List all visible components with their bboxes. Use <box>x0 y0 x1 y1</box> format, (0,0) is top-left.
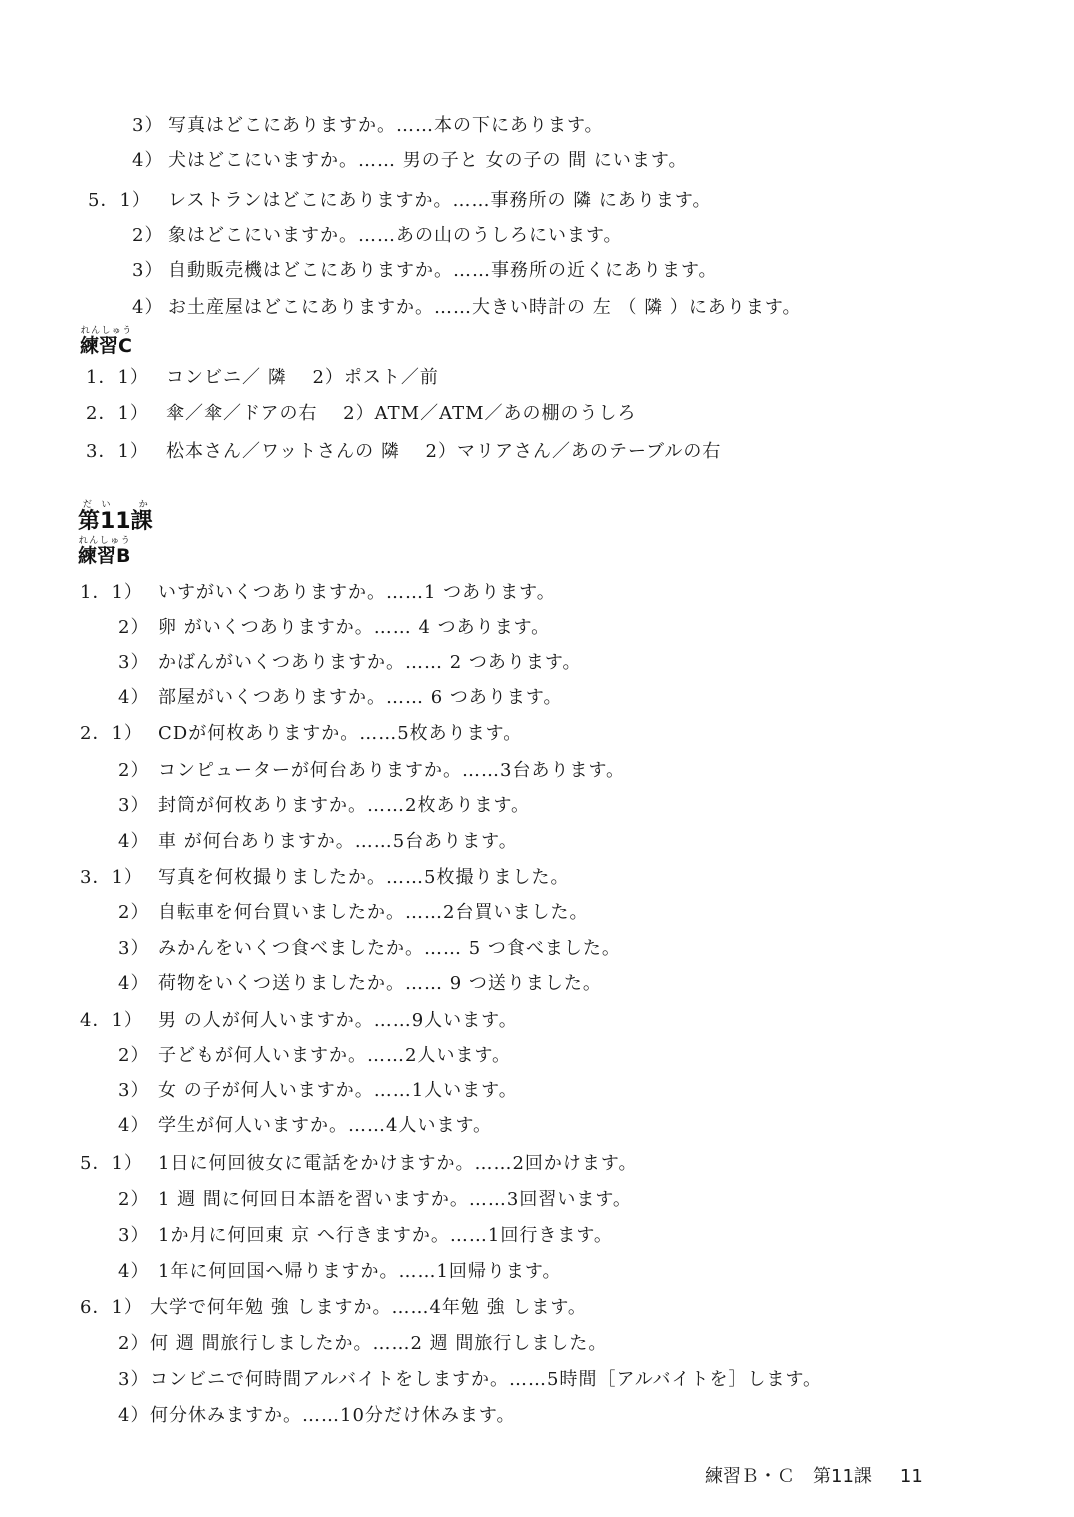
item-text: 写真はどこにありますか。……本の下にあります。 <box>168 115 604 136</box>
item-text: 部屋がいくつありますか。…… 6 つあります。 <box>158 687 563 708</box>
item-number: 4．1） <box>80 1010 143 1031</box>
heading-ruby: だい か <box>78 500 153 510</box>
footer-label: 練習Ｂ・Ｃ 第11課 <box>705 1466 872 1487</box>
item-text: 荷物をいくつ送りましたか。…… 9 つ送りました。 <box>158 973 602 994</box>
item-number: 5．1） <box>88 190 151 211</box>
heading-text: 練習C <box>80 335 132 357</box>
item-text: 学生が何人いますか。……4人います。 <box>158 1115 493 1136</box>
item-number: 4） <box>118 973 150 994</box>
item-text: いすがいくつありますか。……1 つあります。 <box>158 582 556 603</box>
item-text: 傘／傘／ドアの右 2）ATM／ATM／あの棚のうしろ <box>166 403 637 424</box>
item-text: 1年に何回国へ帰りますか。……1回帰ります。 <box>158 1261 562 1282</box>
heading-ruby: れんしゅう <box>78 536 131 546</box>
item-text: 子どもが何人いますか。……2人います。 <box>158 1045 512 1066</box>
item-number: 5．1） <box>80 1153 143 1174</box>
heading-text: 練習B <box>78 545 131 567</box>
item-text: 犬はどこにいますか。…… 男の子と 女の子の 間 にいます。 <box>168 150 688 171</box>
item-number: 2） <box>118 617 150 638</box>
item-text: 1か月に何回東 京 へ行きますか。……1回行きます。 <box>158 1225 613 1246</box>
item-text: 自動販売機はどこにありますか。……事務所の近くにあります。 <box>168 260 718 281</box>
item-text: みかんをいくつ食べましたか。…… 5 つ食べました。 <box>158 938 621 959</box>
item-number: 3） <box>118 652 150 673</box>
item-number: 6．1） <box>80 1297 143 1318</box>
item-number: 2．1） <box>80 723 143 744</box>
item-text: 男 の人が何人いますか。……9人います。 <box>158 1010 518 1031</box>
item-text: 封筒が何枚ありますか。……2枚あります。 <box>158 795 531 816</box>
item-number: 2） <box>118 760 150 781</box>
item-text: 女 の子が何人いますか。……1人います。 <box>158 1080 518 1101</box>
item-text: 1 週 間に何回日本語を習いますか。……3回習います。 <box>158 1189 632 1210</box>
item-number: 3） <box>118 1225 150 1246</box>
item-text: 大学で何年勉 強 しますか。……4年勉 強 します。 <box>150 1297 587 1318</box>
item-text: レストランはどこにありますか。……事務所の 隣 にあります。 <box>168 190 712 211</box>
item-text: 1日に何回彼女に電話をかけますか。……2回かけます。 <box>158 1153 638 1174</box>
item-number: 3） <box>118 1369 150 1390</box>
item-number: 3） <box>118 1080 150 1101</box>
item-number: 4） <box>118 1405 150 1426</box>
practice-b-heading <box>78 536 130 568</box>
item-number: 2） <box>118 902 150 923</box>
page-number: 11 <box>899 1466 923 1487</box>
item-number: 2） <box>118 1045 150 1066</box>
item-number: 2） <box>118 1333 150 1354</box>
item-text: 自転車を何台買いましたか。……2台買いました。 <box>158 902 589 923</box>
item-text: 卵 がいくつありますか。…… 4 つあります。 <box>158 617 551 638</box>
item-number: 1．1） <box>86 367 149 388</box>
item-number: 3） <box>132 260 164 281</box>
item-text: 何分休みますか。……10分だけ休みます。 <box>150 1405 516 1426</box>
item-number: 1．1） <box>80 582 143 603</box>
item-text: 何 週 間旅行しましたか。……2 週 間旅行しました。 <box>150 1333 608 1354</box>
item-number: 4） <box>118 831 150 852</box>
lesson-heading <box>78 500 153 535</box>
item-text: お土産屋はどこにありますか。……大きい時計の 左 （ 隣 ）にあります。 <box>168 297 802 318</box>
item-number: 4） <box>132 150 164 171</box>
page-footer <box>705 1462 923 1488</box>
item-number: 2） <box>132 225 164 246</box>
item-number: 3） <box>118 938 150 959</box>
item-text: コンビニ／ 隣 2）ポスト／前 <box>166 367 439 388</box>
item-number: 3） <box>118 795 150 816</box>
item-number: 3．1） <box>80 867 143 888</box>
item-number: 2．1） <box>86 403 149 424</box>
item-number: 4） <box>118 1115 150 1136</box>
item-text: CDが何枚ありますか。……5枚あります。 <box>158 723 523 744</box>
item-number: 3） <box>132 115 164 136</box>
item-number: 3．1） <box>86 441 149 462</box>
heading-text: 第11課 <box>78 509 153 534</box>
item-number: 4） <box>132 297 164 318</box>
item-number: 4） <box>118 687 150 708</box>
item-text: 松本さん／ワットさんの 隣 2）マリアさん／あのテーブルの右 <box>166 441 722 462</box>
practice-c-heading <box>80 326 132 358</box>
item-number: 2） <box>118 1189 150 1210</box>
item-text: 写真を何枚撮りましたか。……5枚撮りました。 <box>158 867 570 888</box>
heading-ruby: れんしゅう <box>80 326 132 336</box>
item-text: かばんがいくつありますか。…… 2 つあります。 <box>158 652 582 673</box>
item-text: 象はどこにいますか。……あの山のうしろにいます。 <box>168 225 623 246</box>
item-text: コンピューターが何台ありますか。……3台あります。 <box>158 760 626 781</box>
item-number: 4） <box>118 1261 150 1282</box>
item-text: コンビニで何時間アルバイトをしますか。……5時間［アルバイトを］します。 <box>150 1369 823 1390</box>
item-text: 車 が何台ありますか。……5台あります。 <box>158 831 518 852</box>
